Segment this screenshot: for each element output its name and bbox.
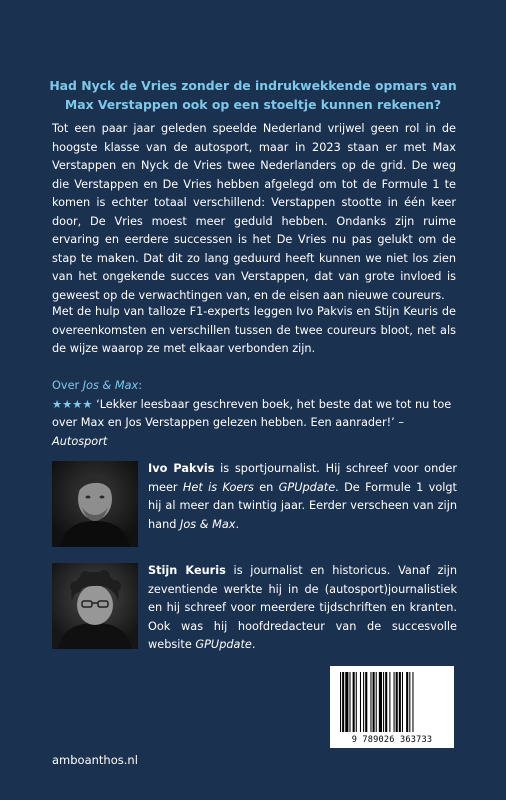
barcode-bar: [373, 672, 375, 732]
review-block: [52, 377, 456, 451]
blurb-paragraph: Tot een paar jaar geleden speelde Nederland vrijwel geen rol in de hoogste klasse van de autosport, maar in 2023 staan er met Max Verstappen en Nyck de Vries twee Nederlanders op de grid. De weg die Verstappen en De Vries hebben afgelegd om tot de Formule 1 te komen is echter totaal verschillend: Verstappen stootte in één keer door, De Vries moest meer geduld hebben. Ondanks zijn ruime ervaring en eerdere successen is het De Vries nu pas gelukt om de stap te maken. Dat dit zo lang geduurd heeft kunnen we niet los zien van het ongekende succes van Verstappen, dat van grote invloed is geweest op de verwachtingen van, en de eisen aan nieuwe coureurs.: [52, 122, 456, 302]
bio-text: en: [253, 480, 279, 494]
author-name: Stijn Keuris: [148, 564, 226, 577]
review-source: Autosport: [52, 434, 108, 448]
bio-italic-title: GPUpdate: [195, 638, 252, 651]
barcode-bar: [360, 672, 361, 732]
author-bio-ivo-pakvis: [148, 460, 457, 534]
barcode-bar: [365, 672, 367, 732]
isbn-barcode: [330, 666, 454, 748]
barcode-bar: [409, 672, 410, 732]
bio-text: . De Formule 1 volgt hij al meer dan twintig jaar. Eerder verscheen van zijn hand: [148, 480, 457, 531]
barcode-bar: [370, 672, 371, 732]
barcode-bar: [363, 672, 364, 732]
barcode-bar: [340, 672, 341, 732]
star-rating: ★★★★: [52, 397, 93, 411]
barcode-bar: [356, 672, 357, 732]
barcode-bar: [383, 672, 384, 732]
barcode-bar: [353, 672, 355, 732]
review-colon: :: [138, 379, 143, 392]
publisher-url: amboanthos.nl: [52, 753, 138, 767]
barcode-bar: [394, 672, 395, 732]
blurb-paragraph: Met de hulp van talloze F1-experts leggen Ivo Pakvis en Stijn Keuris de overeenkomsten en verschillen tussen de twee coureurs bloot, net als de wijze waarop ze met elkaar verbonden zijn.: [52, 305, 456, 355]
barcode-bar: [349, 672, 350, 732]
bio-italic-title: Het is Koers: [182, 480, 254, 494]
barcode-bar: [385, 672, 387, 732]
bio-italic-title: Jos & Max: [180, 517, 236, 531]
barcode-bar: [406, 672, 408, 732]
isbn-number: 9 789026 363733: [351, 735, 433, 745]
headline: Had Nyck de Vries zonder de indrukwekkende opmars van Max Verstappen ook op een stoeltje kunnen rekenen?: [49, 78, 457, 112]
barcode-bar: [396, 672, 398, 732]
review-dash: –: [394, 416, 405, 429]
review-body: [52, 396, 456, 452]
author-name: Ivo Pakvis: [148, 462, 215, 475]
barcode-bar: [412, 672, 413, 732]
review-heading: [52, 377, 456, 396]
bio-text: .: [251, 638, 256, 651]
bio-text: is journalist en historicus. Vanaf zijn zeventiende werkte hij in de (autosport)journalistiek en hij schreef voor meerdere tijdschriften en kranten. Ook was hij hoofdredacteur van de succesvolle website: [148, 564, 457, 651]
author-bio-stijn-keuris: [148, 562, 457, 655]
bio-text: is sportjournalist. Hij schreef voor onder meer: [148, 462, 457, 494]
author-photo-stijn-keuris: [52, 563, 138, 649]
barcode-bar: [399, 672, 401, 732]
author-photo-ivo-pakvis: [52, 461, 138, 547]
barcode-bar: [342, 672, 344, 732]
bio-italic-title: GPUpdate: [278, 480, 336, 494]
review-over-label: Over: [52, 379, 83, 392]
review-quote: ‘Lekker leesbaar geschreven boek, het beste dat we tot nu toe over Max en Jos Verstappen gelezen hebben. Een aanrader!’: [52, 397, 452, 429]
review-book-title: Jos & Max: [82, 379, 139, 392]
barcode-bar: [376, 672, 377, 732]
barcode-bar: [345, 672, 348, 732]
bio-text: .: [235, 517, 240, 531]
barcode-bar: [379, 672, 382, 732]
barcode-bar: [389, 672, 390, 732]
barcode-bar: [402, 672, 403, 732]
